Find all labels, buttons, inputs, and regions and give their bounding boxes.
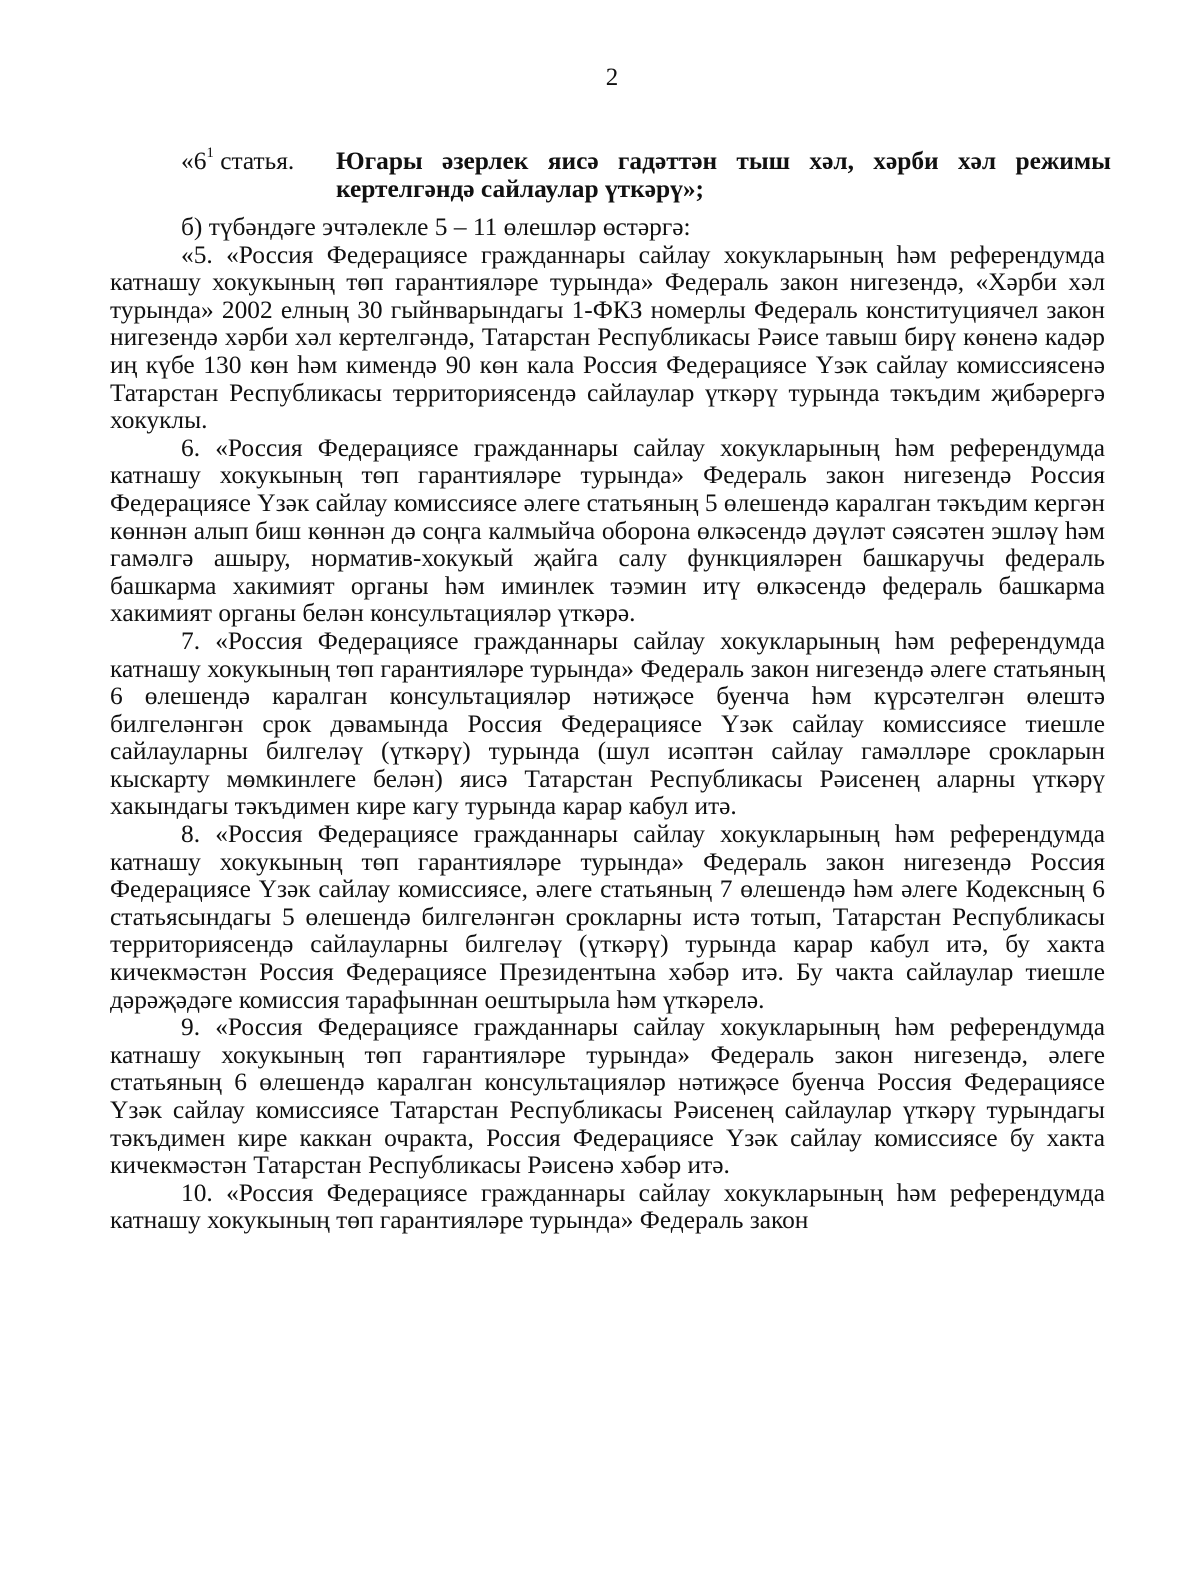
article-number [181,145,295,176]
paragraph-intro: б) түбәндәге эчтәлекле 5 – 11 өлешләр өстәргә: [181,213,691,241]
article-title: Югары әзерлек яисә гадәттән тыш хәл, хәрби хәл режимы кертелгәндә сайлаулар үткәрү»; [336,147,1111,203]
article-word: статья. [213,147,295,175]
paragraph-5: «5. «Россия Федерациясе гражданнары сайлау хокукларының һәм референдумда катнашу хокукының төп гарантияләре турында» Федераль закон нигезендә, «Хәрби хәл турында» 2002 елның 30 гыйнварындагы 1-ФКЗ номерлы Федераль конституциячел закон нигезендә хәрби хәл кертелгәндә, Татарстан Республикасы Рәисе тавыш бирү көненә кадәр иң күбе 130 көн һәм кимендә 90 көн кала Россия Федерациясе Үзәк сайлау комиссиясенә Татарстан Республикасы территориясендә сайлаулар үткәрү турында тәкъдим җибәрергә хокуклы. [110,240,1105,435]
document-body [110,214,1105,1235]
article-number-superscript: 1 [206,145,214,161]
article-number-open: «6 [181,147,207,175]
paragraph-7: 7. «Россия Федерациясе гражданнары сайлау хокукларының һәм референдумда катнашу хокукының төп гарантияләре турында» Федераль закон нигезендә әлеге статьяның 6 өлешендә каралган консультацияләр нәтиҗәсе буенча һәм күрсәтелгән өлештә билгеләнгән срок дәвамында Россия Федерациясе Үзәк сайлау комиссиясе тиешле сайлауларны билгеләү (үткәрү) турында (шул исәптән сайлау гамәлләре срокларын кыскарту мөмкинлеге белән) яисә Татарстан Республикасы Рәисенең аларны үткәрү хакындагы тәкъдимен кире кагу турында карар кабул итә. [110,626,1105,821]
paragraph-9: 9. «Россия Федерациясе гражданнары сайлау хокукларының һәм референдумда катнашу хокукының төп гарантияләре турында» Федераль закон нигезендә, әлеге статьяның 6 өлешендә каралган консультацияләр нәтиҗәсе буенча Россия Федерациясе Үзәк сайлау комиссиясе Татарстан Республикасы Рәисенең сайлаулар үткәрү турындагы тәкъдимен кире каккан очракта, Россия Федерациясе Үзәк сайлау комиссиясе бу хакта кичекмәстән Татарстан Республикасы Рәисенә хәбәр итә. [110,1013,1105,1180]
paragraph-10: 10. «Россия Федерациясе гражданнары сайлау хокукларының һәм референдумда катнашу хокукының төп гарантияләре турында» Федераль закон [110,1178,1105,1235]
paragraph-6: 6. «Россия Федерациясе гражданнары сайлау хокукларының һәм референдумда катнашу хокукының төп гарантияләре турында» Федераль закон нигезендә Россия Федерациясе Үзәк сайлау комиссиясе әлеге статьяның 5 өлешендә каралган тәкъдим кергән көннән алып биш көннән дә соңга калмыйча оборона өлкәсендә дәүләт сәясәтен эшләү һәм гамәлгә ашыру, норматив-хокукый җайга салу функцияләрен башкаручы федераль башкарма хакимият органы һәм иминлек тәэмин итү өлкәсендә федераль башкарма хакимият органы белән консультацияләр үткәрә. [110,433,1105,628]
page-number: 2 [605,64,619,91]
paragraph-8: 8. «Россия Федерациясе гражданнары сайлау хокукларының һәм референдумда катнашу хокукының төп гарантияләре турында» Федераль закон нигезендә Россия Федерациясе Үзәк сайлау комиссиясе, әлеге статьяның 7 өлешендә һәм әлеге Кодексның 6 статьясындагы 5 өлешендә билгеләнгән срокларны истә тотып, Татарстан Республикасы территориясендә сайлауларны билгеләү (үткәрү) турында карар кабул итә, бу хакта кичекмәстән Россия Федерациясе Президентына хәбәр итә. Бу чакта сайлаулар тиешле дәрәҗәдәге комиссия тарафыннан оештырыла һәм үткәрелә. [110,820,1105,1014]
